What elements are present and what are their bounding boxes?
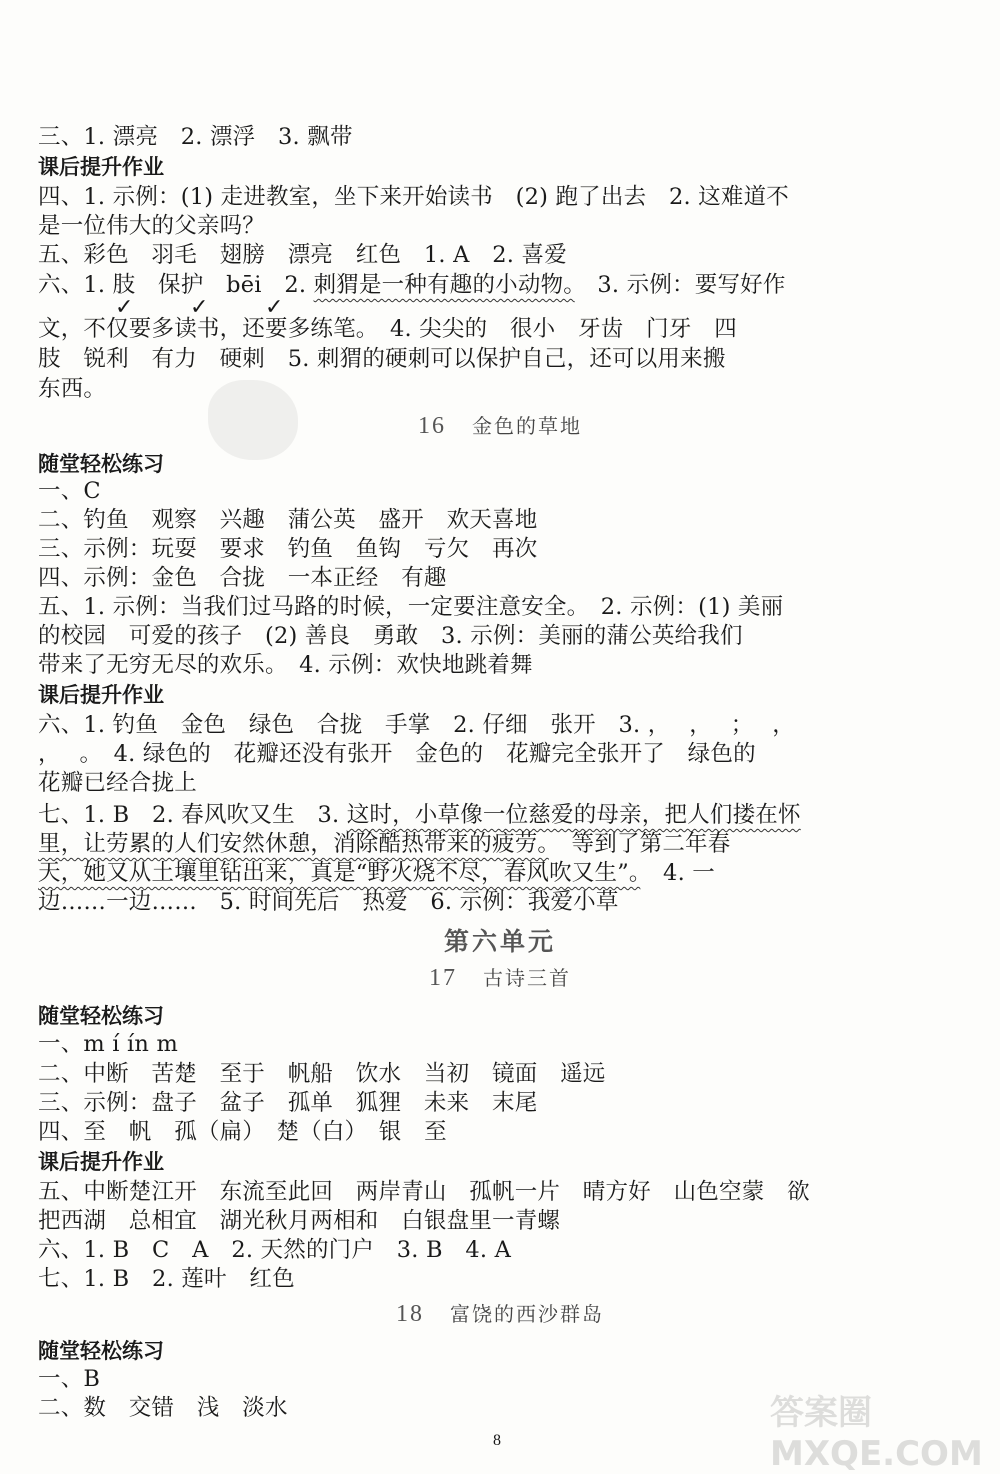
answer-line: 东西。 [38, 376, 107, 402]
check-mark-icon: ✓ [190, 295, 209, 320]
lesson-title: 18 富饶的西沙群岛 [396, 1301, 604, 1327]
answer-line: 肢 锐利 有力 硬刺 5. 刺猬的硬刺可以保护自己，还可以用来搬 [38, 346, 726, 372]
lesson-title: 17 古诗三首 [429, 965, 571, 991]
answer-line: 文，不仅要多读书，还要多练笔。 4. 尖尖的 很小 牙齿 门牙 四 [38, 316, 737, 342]
page-number: 8 [493, 1432, 501, 1449]
answer-line: 五、中断楚江开 东流至此回 两岸青山 孤帆一片 晴方好 山色空蒙 欲 [38, 1179, 810, 1205]
answer-line: 一、m í ín m [38, 1031, 179, 1057]
answer-line: 六、1. B C A 2. 天然的门户 3. B 4. A [38, 1237, 512, 1263]
answer-line: 带来了无穷无尽的欢乐。 4. 示例：欢快地跳着舞 [38, 652, 533, 678]
answer-line: 一、B [38, 1366, 101, 1392]
answer-line: 三、示例：玩耍 要求 钓鱼 鱼钩 亏欠 再次 [38, 536, 538, 562]
answer-line: 二、中断 苦楚 至于 帆船 饮水 当初 镜面 遥远 [38, 1061, 606, 1087]
answer-line: 花瓣已经合拢上 [38, 770, 197, 796]
answer-line: 五、1. 示例：当我们过马路的时候，一定要注意安全。 2. 示例：(1) 美丽 [38, 594, 784, 620]
section-heading: 课后提升作业 [38, 155, 164, 179]
answer-line: 四、至 帆 孤（扁） 楚（白） 银 至 [38, 1119, 447, 1145]
section-heading: 随堂轻松练习 [38, 1004, 164, 1028]
answer-line: 是一位伟大的父亲吗？ [38, 213, 266, 239]
unit-title: 第六单元 [443, 927, 556, 956]
answer-line: 四、1. 示例：(1) 走进教室，坐下来开始读书 (2) 跑了出去 2. 这难道不 [38, 184, 789, 210]
answer-line: 四、示例：金色 合拢 一本正经 有趣 [38, 565, 447, 591]
section-heading: 随堂轻松练习 [38, 452, 164, 476]
answer-line: 七、1. B 2. 莲叶 红色 [38, 1266, 295, 1292]
answer-line: 六、1. 钓鱼 金色 绿色 合拢 手掌 2. 仔细 张开 3. ， ， ； ， [38, 712, 795, 738]
answer-line: 的校园 可爱的孩子 (2) 善良 勇敢 3. 示例：美丽的蒲公英给我们 [38, 623, 743, 649]
lesson-title: 16 金色的草地 [418, 413, 582, 439]
answer-line: 把西湖 总相宜 湖光秋月两相和 白银盘里一青螺 [38, 1208, 561, 1234]
check-mark-icon: ✓ [115, 295, 134, 320]
answer-line: 二、数 交错 浅 淡水 [38, 1395, 288, 1421]
answer-line: 三、示例：盘子 盆子 孤单 狐狸 未来 末尾 [38, 1090, 538, 1116]
answer-line: 六、1. 肢 保护 bēi 2. 刺猬是一种有趣的小动物。 3. 示例：要写好作 [38, 272, 786, 298]
answer-line: 里，让劳累的人们安然休憩，消除酷热带来的疲劳。 等到了第二年春 [38, 831, 731, 857]
section-heading: 课后提升作业 [38, 1150, 164, 1174]
answer-line: 天，她又从土壤里钻出来，真是“野火烧不尽，春风吹又生”。 4. 一 [38, 860, 715, 886]
answer-line: 五、彩色 羽毛 翅膀 漂亮 红色 1. A 2. 喜爱 [38, 242, 567, 268]
answer-line: 一、C [38, 478, 101, 504]
section-heading: 课后提升作业 [38, 683, 164, 707]
answer-line: 三、1. 漂亮 2. 漂浮 3. 飘带 [38, 124, 353, 150]
watermark-logo: 答案圈 MXQE.COM [770, 1393, 983, 1474]
check-mark-icon: ✓ [265, 295, 284, 320]
answer-line: 七、1. B 2. 春风吹又生 3. 这时，小草像一位慈爱的母亲，把人们搂在怀 [38, 802, 801, 828]
answer-line: 二、钓鱼 观察 兴趣 蒲公英 盛开 欢天喜地 [38, 507, 538, 533]
section-heading: 随堂轻松练习 [38, 1339, 164, 1363]
answer-line: 边……一边…… 5. 时间先后 热爱 6. 示例：我爱小草 [38, 889, 619, 915]
answer-line: ， 。 4. 绿色的 花瓣还没有张开 金色的 花瓣完全张开了 绿色的 [38, 741, 756, 767]
